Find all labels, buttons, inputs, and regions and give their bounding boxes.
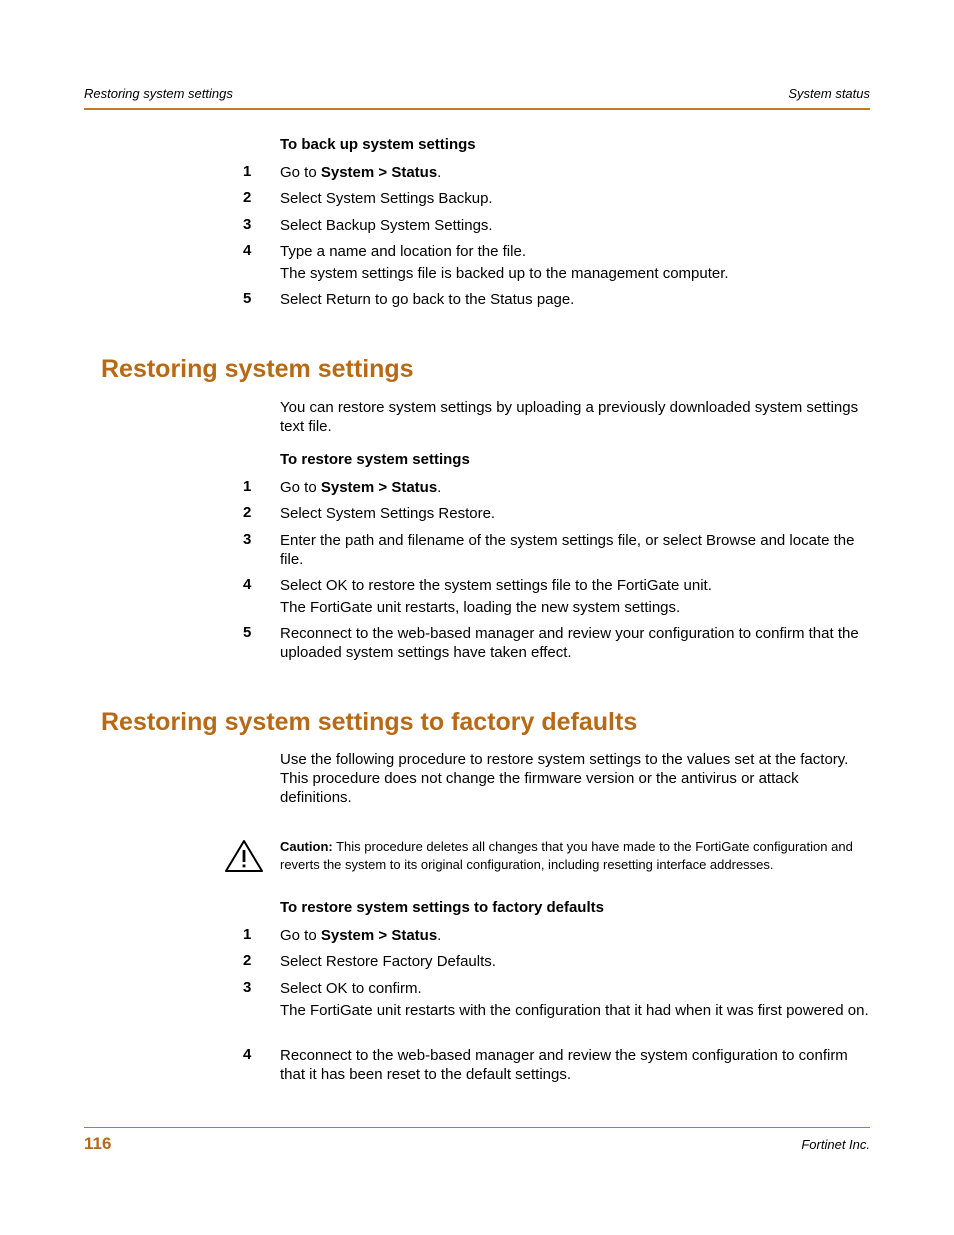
factory-procedure-title: To restore system settings to factory defaults bbox=[280, 899, 604, 916]
backup-step-4-text: Type a name and location for the file. bbox=[280, 243, 526, 260]
restore-step-4-text: Select OK to restore the system settings file to the FortiGate unit. bbox=[280, 577, 712, 594]
restore-step-5-text: Reconnect to the web-based manager and review your configuration to confirm that the uploaded system settings have taken effect. bbox=[280, 625, 859, 661]
menu-path: System > Status bbox=[320, 164, 438, 181]
restore-section-heading: Restoring system settings bbox=[101, 355, 414, 383]
restore-step-3-text: Enter the path and filename of the system settings file, or select Browse and locate the file. bbox=[280, 532, 855, 568]
backup-step-3-text: Select Backup System Settings. bbox=[280, 217, 493, 234]
running-header-chapter: System status bbox=[788, 86, 870, 101]
restore-step-1-text: Go to System > Status. bbox=[280, 479, 442, 496]
running-header-section: Restoring system settings bbox=[84, 86, 233, 101]
backup-step-5-text: Select Return to go back to the Status page. bbox=[280, 291, 575, 308]
factory-step-1-text: Go to System > Status. bbox=[280, 927, 442, 944]
backup-step-1-number: 1 bbox=[243, 163, 252, 180]
factory-step-2-text: Select Restore Factory Defaults. bbox=[280, 953, 496, 970]
restore-step-4-note: The FortiGate unit restarts, loading the new system settings. bbox=[280, 599, 681, 616]
footer-company: Fortinet Inc. bbox=[801, 1137, 870, 1152]
factory-section-heading: Restoring system settings to factory defaults bbox=[101, 708, 638, 736]
backup-step-2-text: Select System Settings Backup. bbox=[280, 190, 493, 207]
menu-path: System > Status bbox=[320, 479, 438, 496]
menu-path: System > Status bbox=[320, 927, 438, 944]
header-rule bbox=[84, 108, 870, 110]
restore-step-2-number: 2 bbox=[243, 504, 252, 521]
restore-step-2-text: Select System Settings Restore. bbox=[280, 505, 496, 522]
caution-note: Caution: This procedure deletes all changes that you have made to the FortiGate configuration and reverts the system to its original configuration, including resetting interface addresses. bbox=[280, 839, 853, 872]
restore-step-4-number: 4 bbox=[243, 576, 252, 593]
factory-step-2-number: 2 bbox=[243, 952, 252, 969]
backup-step-4-note: The system settings file is backed up to the management computer. bbox=[280, 265, 729, 282]
factory-step-4-text: Reconnect to the web-based manager and review the system configuration to confirm that it has been reset to the default settings. bbox=[280, 1047, 848, 1083]
restore-step-1-number: 1 bbox=[243, 478, 252, 495]
backup-step-1-text: Go to System > Status. bbox=[280, 164, 442, 181]
restore-intro: You can restore system settings by uploading a previously downloaded system settings text file. bbox=[280, 399, 859, 435]
backup-procedure-title: To back up system settings bbox=[280, 136, 476, 153]
factory-step-3-number: 3 bbox=[243, 979, 252, 996]
factory-intro: Use the following procedure to restore system settings to the values set at the factory. This procedure does not change the firmware version or the antivirus or attack definitions. bbox=[280, 751, 849, 806]
restore-procedure-title: To restore system settings bbox=[280, 451, 470, 468]
factory-step-4-number: 4 bbox=[243, 1046, 252, 1063]
warning-triangle-icon bbox=[224, 839, 264, 873]
backup-step-2-number: 2 bbox=[243, 189, 252, 206]
caution-label: Caution: bbox=[280, 839, 333, 854]
factory-step-3-note: The FortiGate unit restarts with the configuration that it had when it was first powered on. bbox=[280, 1002, 869, 1019]
factory-step-1-number: 1 bbox=[243, 926, 252, 943]
backup-step-4-number: 4 bbox=[243, 242, 252, 259]
backup-step-5-number: 5 bbox=[243, 290, 252, 307]
backup-step-3-number: 3 bbox=[243, 216, 252, 233]
footer-rule bbox=[84, 1127, 870, 1128]
page-number: 116 bbox=[84, 1134, 112, 1153]
restore-step-5-number: 5 bbox=[243, 624, 252, 641]
restore-step-3-number: 3 bbox=[243, 531, 252, 548]
factory-step-3-text: Select OK to confirm. bbox=[280, 980, 422, 997]
